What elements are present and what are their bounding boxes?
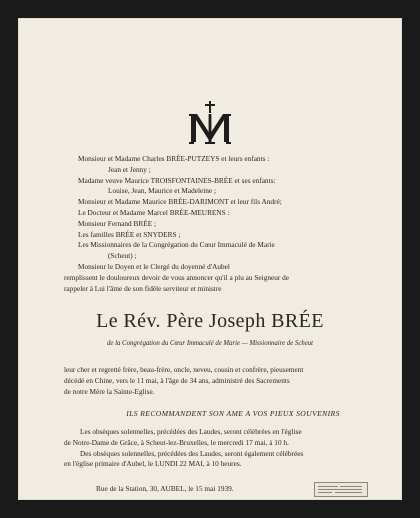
funeral-services	[64, 427, 388, 470]
marian-monogram-logo	[18, 100, 402, 151]
printer-mark	[314, 482, 368, 497]
announcing-family-list	[64, 154, 388, 294]
announcement-line: rappeler à Lui l'âme de son fidèle serviteur et ministre	[64, 283, 222, 293]
address-and-date: Rue de la Station, 30, AUBEL, le 15 mai 1939.	[96, 484, 234, 493]
services-line: en l'église primaire d'Aubel, le LUNDI 22 MAI, à 10 heures.	[64, 459, 242, 469]
family-line: Monsieur et Madame Charles BRÉE-PUTZEYS et leurs enfants :	[78, 154, 270, 163]
deceased-name: Le Rév. Père Joseph BRÉE	[96, 310, 324, 332]
details-line: de notre Mère la Sainte-Eglise.	[64, 386, 155, 396]
family-line: Les Missionnaires de la Congrégation du Cœur Immaculé de Marie	[78, 240, 275, 250]
family-line: Monsieur le Doyen et le Clergé du doyenné d'Aubel	[78, 261, 230, 271]
services-line: Les obsèques solennelles, précédées des Laudes, seront célébrées en l'église	[80, 427, 302, 436]
family-line: Louise, Jean, Maurice et Madeleine ;	[108, 186, 216, 196]
details-line: décédé en Chine, vers le 11 mai, à l'âge de 34 ans, administré des Sacrements	[64, 375, 290, 385]
family-line: Les familles BRÉE et SNYDERS ;	[78, 229, 181, 239]
deceased-congregation: de la Congrégation du Cœur Immaculé de Marie — Missionnaire de Scheut	[106, 340, 314, 347]
family-line: Le Docteur et Madame Marcel BRÉE-MEURENS :	[78, 207, 230, 217]
services-line: de Notre-Dame de Grâce, à Scheut-lez-Bruxelles, le mercredi 17 mai, à 10 h.	[64, 437, 289, 447]
prayer-request: ILS RECOMMANDENT SON AME A VOS PIEUX SOUVENIRS	[126, 409, 340, 418]
family-line: Monsieur Fernand BRÉE ;	[78, 218, 157, 228]
announcement-line: remplissent le douloureux devoir de vous annoncer qu'il a plu au Seigneur de	[64, 272, 290, 282]
family-line: Madame veuve Maurice TROISFONTAINES-BRÉE et ses enfants:	[78, 175, 276, 185]
family-line: Jean et Jenny ;	[108, 164, 151, 174]
death-details	[64, 365, 388, 397]
memorial-card	[18, 18, 402, 500]
details-line: leur cher et regretté frère, beau-frère, oncle, neveu, cousin et confrère, pieusement	[64, 365, 304, 374]
family-line: Monsieur et Madame Maurice BRÉE-DARIMONT et leur fils André;	[78, 197, 282, 207]
family-line: (Scheut) ;	[108, 251, 137, 261]
services-line: Des obsèques solennelles, précédées des Laudes, seront également célébrées	[80, 448, 304, 458]
